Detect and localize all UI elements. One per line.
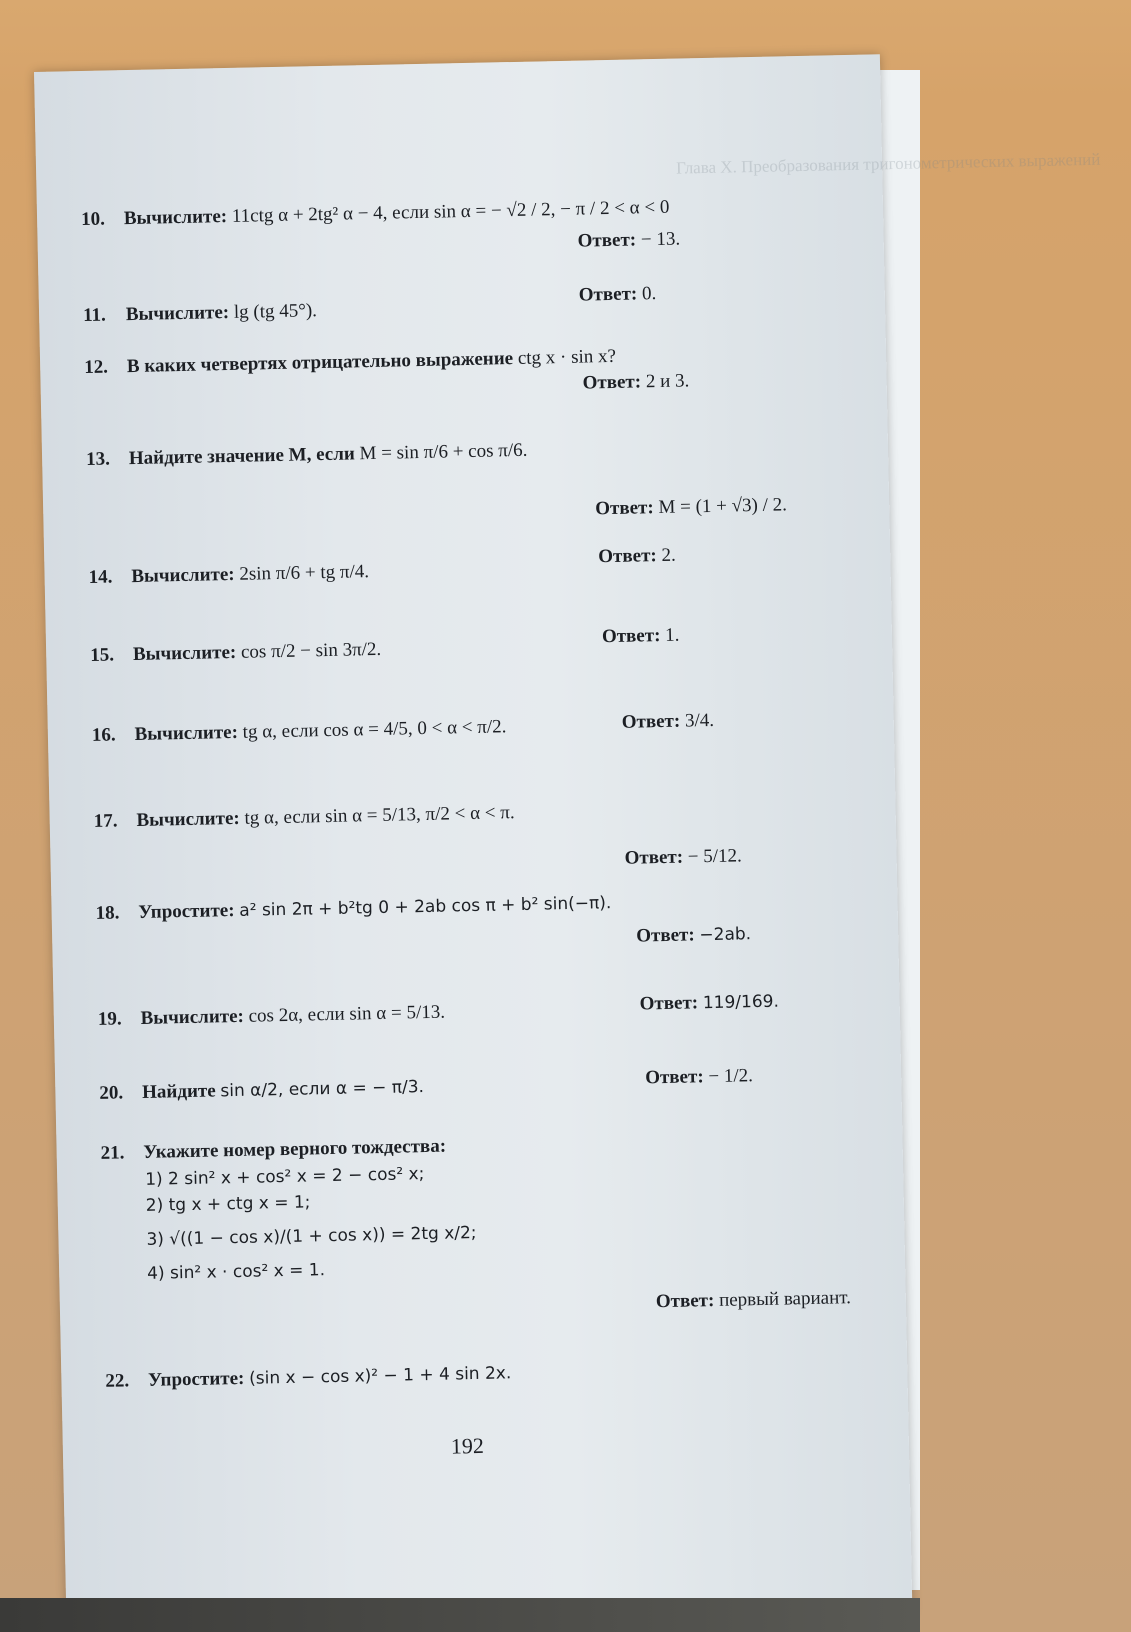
answer-19: Ответ: 119/169. — [639, 991, 780, 1015]
table-surface — [0, 1598, 920, 1632]
task-21: 21. Укажите номер верного тождества: 1) 2 sin² x + cos² x = 2 − cos² x; 2) tg x + ctg x = 1; 3) √((1 − cos x)/(1 + cos x)) = 2tg x/2; 4) sin² x · cos² x = 1. — [100, 1135, 477, 1284]
book-page — [34, 54, 1101, 1631]
answer-13: Ответ: M = (1 + √3) / 2. — [595, 494, 788, 520]
answer-16: Ответ: 3/4. — [621, 709, 715, 733]
answer-21: Ответ: первый вариант. — [655, 1287, 852, 1313]
task-12: 12. В каких четвертях отрицательно выражение ctg x · sin x? — [83, 345, 617, 379]
option-21-1: 1) 2 sin² x + cos² x = 2 − cos² x; — [145, 1164, 425, 1190]
answer-17: Ответ: − 5/12. — [624, 845, 743, 869]
answer-11: Ответ: 0. — [578, 283, 657, 306]
option-21-3: 3) √((1 − cos x)/(1 + cos x)) = 2tg x/2; — [146, 1222, 477, 1250]
option-21-2: 2) tg x + ctg x = 1; — [145, 1192, 311, 1216]
task-17: 17. Вычислите: tg α, если sin α = 5/13, π/2 < α < π. — [93, 802, 515, 832]
task-13: 13. Найдите значение M, если M = sin π/6 + cos π/6. — [85, 439, 528, 470]
page-number: 192 — [450, 1432, 485, 1459]
task-20: 20. Найдите sin α/2, если α = − π/3. — [99, 1077, 425, 1104]
ghost-header: Глава X. Преобразования тригонометрических выражений — [675, 149, 1101, 178]
answer-12: Ответ: 2 и 3. — [582, 370, 690, 394]
answer-15: Ответ: 1. — [601, 624, 680, 648]
answer-10: Ответ: − 13. — [577, 228, 681, 252]
task-16: 16. Вычислите: tg α, если cos α = 4/5, 0 < α < π/2. — [91, 716, 507, 746]
task-10: 10. Вычислите: 11ctg α + 2tg² α − 4, если sin α = − √2 / 2, − π / 2 < α < 0 — [80, 196, 670, 231]
option-21-4: 4) sin² x · cos² x = 1. — [146, 1260, 326, 1284]
task-18: 18. Упростите: a² sin 2π + b²tg 0 + 2ab cos π + b² sin(−π). — [95, 893, 612, 924]
task-11: 11. Вычислите: lg (tg 45°). — [82, 300, 318, 327]
answer-18: Ответ: −2ab. — [636, 924, 752, 947]
answer-20: Ответ: − 1/2. — [644, 1065, 754, 1089]
task-14: 14. Вычислите: 2sin π/6 + tg π/4. — [88, 561, 370, 588]
task-22: 22. Упростите: (sin x − cos x)² − 1 + 4 sin 2x. — [105, 1363, 512, 1392]
answer-14: Ответ: 2. — [598, 544, 676, 568]
task-15: 15. Вычислите: cos π/2 − sin 3π/2. — [90, 638, 382, 666]
task-19: 19. Вычислите: cos 2α, если sin α = 5/13. — [97, 1001, 446, 1030]
task-10-expr: 11ctg α + 2tg² α − 4, если sin α = − √2 / 2, − π / 2 < α < 0 — [231, 196, 670, 227]
